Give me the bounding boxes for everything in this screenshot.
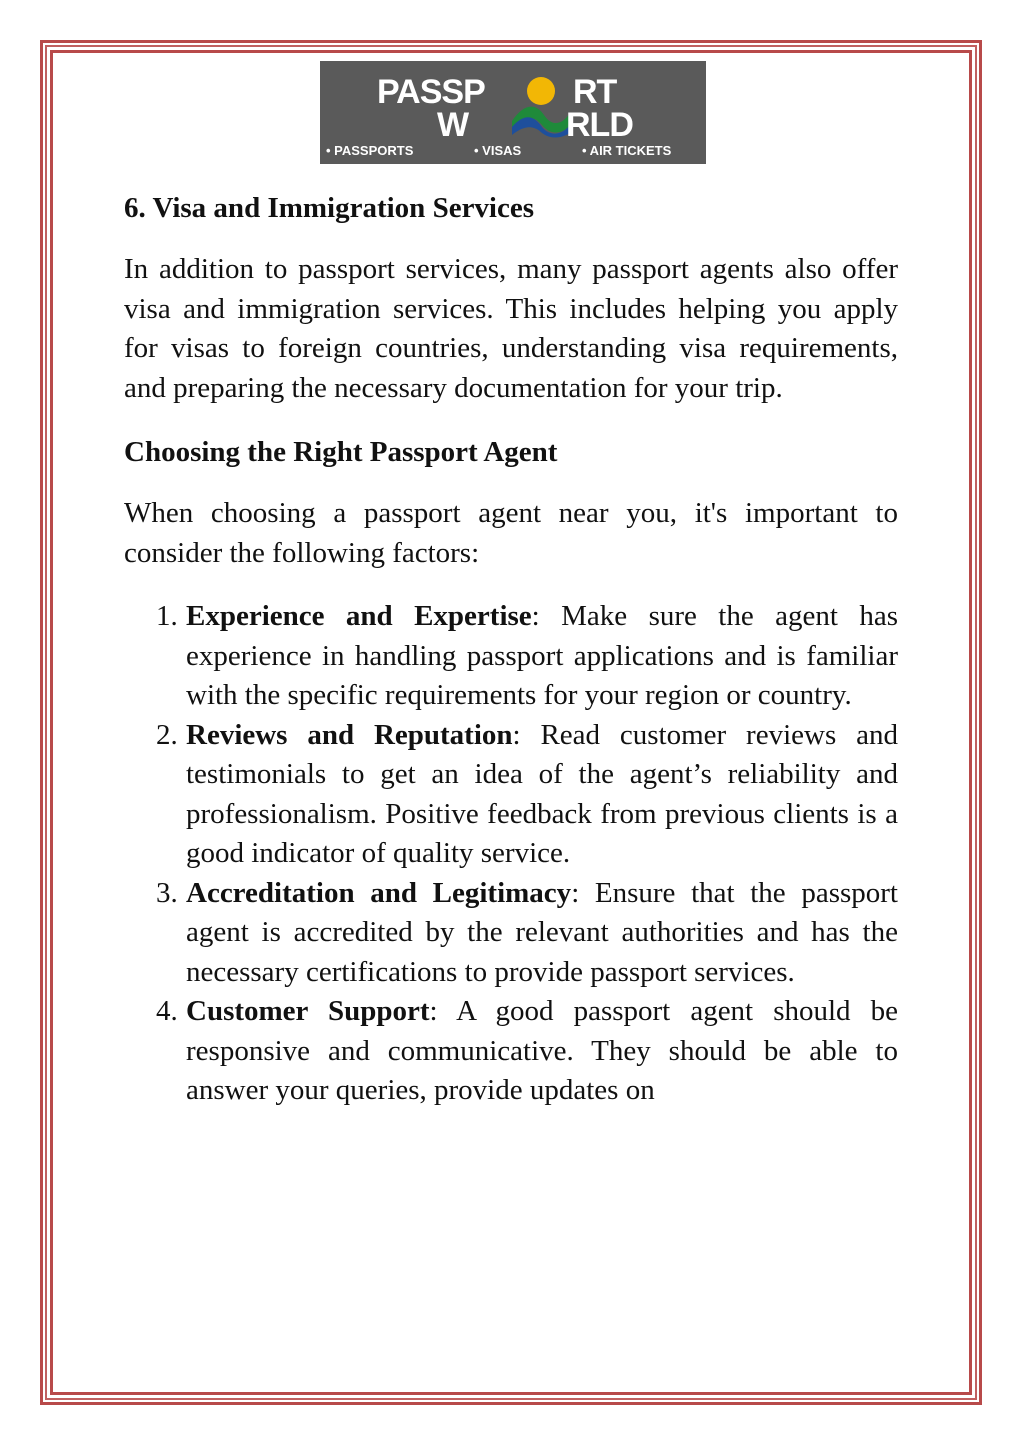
list-item-number: 2. bbox=[156, 718, 178, 751]
list-item bbox=[124, 597, 898, 716]
logo-tag-visas: • VISAS bbox=[474, 143, 522, 158]
list-item-title: Accreditation and Legitimacy bbox=[186, 876, 572, 909]
list-item-text: : Make sure the agent has experience in handling passport applications and is familiar with the specific requirements for your region or country. bbox=[186, 600, 898, 711]
logo-line2-right: RLD bbox=[566, 106, 633, 144]
logo-tag-air-tickets: • AIR TICKETS bbox=[582, 143, 672, 158]
section-intro-choosing-agent: When choosing a passport agent near you, it's important to consider the following factors: bbox=[124, 497, 898, 569]
list-item-title: Reviews and Reputation bbox=[186, 718, 513, 751]
factors-list bbox=[124, 597, 898, 1111]
list-item-text: : Ensure that the passport agent is accredited by the relevant authorities and has the necessary certifications to provide passport services. bbox=[186, 876, 898, 988]
list-item-title: Experience and Expertise bbox=[186, 600, 532, 632]
section-body-visa-immigration: In addition to passport services, many passport agents also offer visa and immigration services. This includes helping you apply for visas to foreign countries, understanding visa requirements, and preparing the necessary documentation for your trip. bbox=[124, 253, 898, 404]
logo-line1-left: PASSP bbox=[377, 73, 485, 111]
list-item-number: 1. bbox=[156, 600, 178, 632]
list-item-text: : A good passport agent should be responsive and communicative. They should be able to answer your queries, provide updates on bbox=[186, 995, 898, 1106]
logo-tagline bbox=[320, 141, 706, 161]
list-item bbox=[124, 716, 898, 874]
list-item-number: 3. bbox=[156, 876, 178, 909]
logo-line1-right: RT bbox=[573, 73, 617, 111]
logo-sun-wave-icon bbox=[510, 69, 572, 139]
list-item bbox=[124, 992, 898, 1111]
list-item-title: Customer Support bbox=[186, 995, 430, 1027]
section-heading-choosing-agent: Choosing the Right Passport Agent bbox=[124, 436, 558, 468]
section-heading-visa-immigration: 6. Visa and Immigration Services bbox=[124, 192, 535, 224]
logo-line2-left: W bbox=[437, 106, 469, 144]
list-item-text: : Read customer reviews and testimonials to get an idea of the agent’s reliability and professionalism. Positive feedback from previous clients is a good indicator of quality service. bbox=[186, 718, 898, 869]
document-content bbox=[124, 188, 898, 1111]
list-item-number: 4. bbox=[156, 995, 178, 1027]
logo-tag-passports: • PASSPORTS bbox=[326, 143, 414, 158]
passport-world-logo bbox=[320, 61, 706, 164]
list-item bbox=[124, 874, 898, 993]
